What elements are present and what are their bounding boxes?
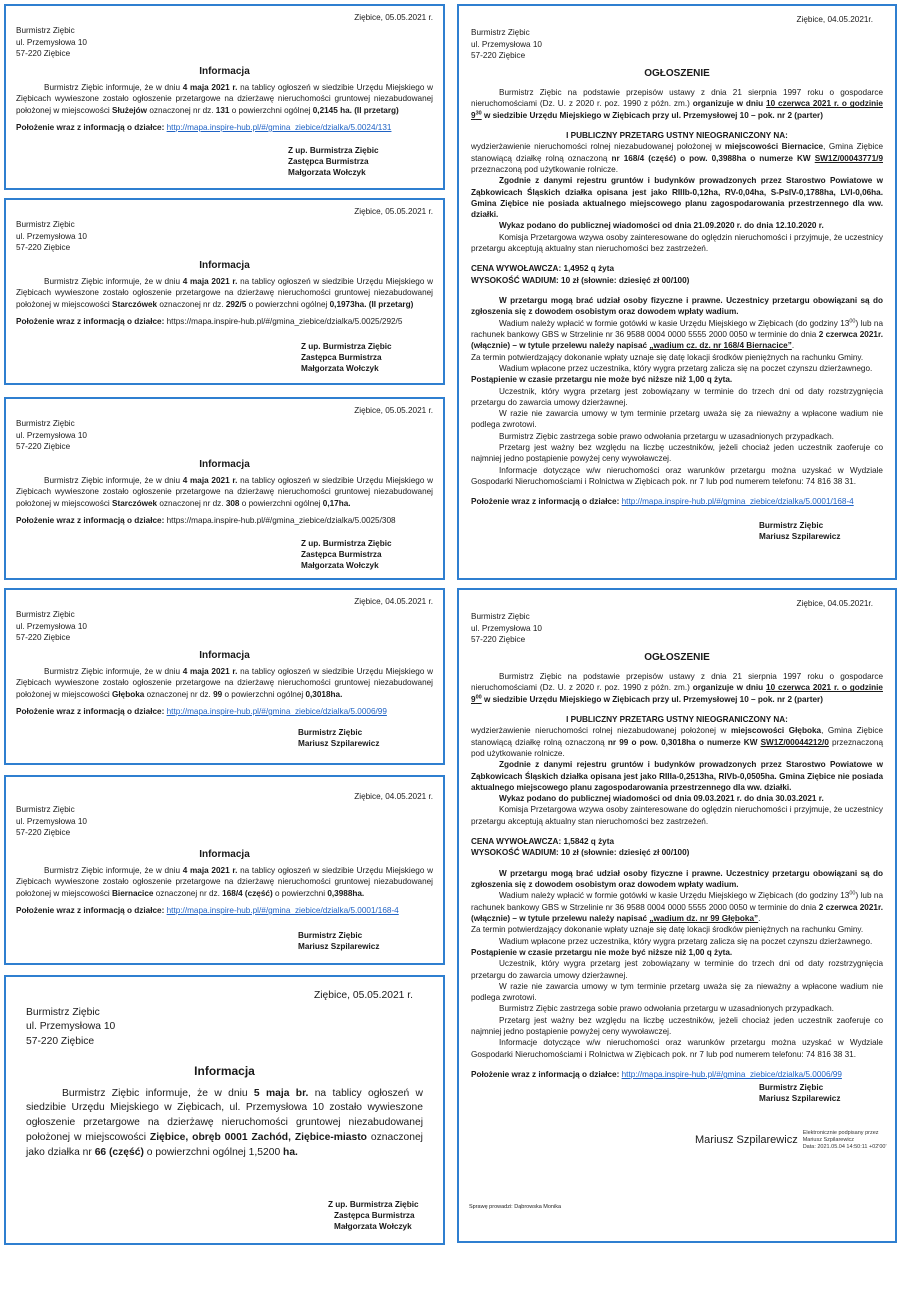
location-line: Położenie wraz z informacją o działce: http://mapa.inspire-hub.pl/#/gmina_ziebice/dzialka/5.0006/99 [471,1070,842,1080]
notice-body: Burmistrz Ziębic informuje, że w dniu 4 maja 2021 r. na tablicy ogłoszeń w siedzibie Urzędu Miejskiego w Ziębicach wywieszone zostało ogłoszenie przetargowe na dzierżawę nieruchomości gruntowej niezabudowanej położonej w miejscowości Biernacice oznaczonej nr dz. 168/4 (część) o powierzchni 0,3988ha. [16,866,434,898]
deposit-amount: WYSOKOŚĆ WADIUM: 10 zł (słownie: dziesięć zł 00/100) [471,275,690,285]
notice-date: Ziębice, 04.05.2021 r. [354,792,433,801]
payment-date-rule: Za termin potwierdzający dokonanie wpłaty uznaje się datę lokacji środków pieniężnych na rachunku Gminy. [471,925,864,935]
intro-paragraph: Burmistrz Ziębic na podstawie przepisów ustawy z dnia 21 sierpnia 1997 roku o gospodarce nieruchomościami (Dz. U. z 2020 r. poz. 1990 z późn. zm.) organizuje w dniu 10 czerwca 2021 r. o godzinie $9^{00}$ w siedzibie Urzędu Miejskiego w Ziębicach przy ul. Przemysłowej 10 – pok. nr 2 (parter) [471,672,883,704]
contact-info: Informacje dotyczące w/w nieruchomości oraz warunków przetargu można uzyskać w Wydziale Gospodarki Nieruchomościami i Rolnictwa w Ziębicach pok. nr 7 lub pod numerem telefonu: 74 816 38 31. [471,465,883,487]
deposit-payment: Wadium należy wpłacić w formie gotówki w kasie Urzędu Miejskiego w Ziębicach (do godziny $13^{00}$) lub na rachunek bankowy GBS w Strzelinie nr 36 9588 0004 0000 5555 2000 0050 w terminie do dnia 2 czerwca 2021r. (włącznie) – w tytule przelewu należy napisać „wadium dz. nr 99 Głęboka”. [471,890,884,923]
deposit-payment: Wadium należy wpłacić w formie gotówki w kasie Urzędu Miejskiego w Ziębicach (do godziny $13^{00}$) lub na rachunek bankowy GBS w Strzelinie nr 36 9588 0004 0000 5555 2000 0050 w terminie do dnia 2 czerwca 2021r. (włącznie) – w tytule przelewu należy napisać „wadium cz. dz. nr 168/4 Biernacice”. [471,317,884,351]
map-link[interactable]: http://mapa.inspire-hub.pl/#/gmina_ziebice/dzialka/5.0006/99 [166,706,387,716]
notice-date: Ziębice, 04.05.2021 r. [354,597,433,606]
tender-heading: I PUBLICZNY PRZETARG USTNY NIEOGRANICZONY NA: [566,130,788,140]
deposit-credit: Wadium wpłacone przez uczestnika, który wygra przetarg zalicza się na poczet czynszu dzierżawnego. [499,363,873,373]
notice-title: OGŁOSZENIE [644,652,710,664]
notice-date: Ziębice, 05.05.2021 r. [354,13,433,22]
location-line: Położenie wraz z informacją o działce: https://mapa.inspire-hub.pl/#/gmina_ziebice/dzialka/5.0025/308 [16,515,396,525]
validity-note: Przetarg jest ważny bez względu na liczbę uczestników, jeżeli chociaż jeden uczestnik zaoferuje co najmniej jedno postąpienie powyżej ceny wywoławczej. [471,1015,883,1037]
map-link[interactable]: http://mapa.inspire-hub.pl/#/gmina_ziebice/dzialka/5.0024/131 [166,122,392,132]
notice-body: Burmistrz Ziębic informuje, że w dniu 4 maja 2021 r. na tablicy ogłoszeń w siedzibie Urzędu Miejskiego w Ziębicach wywieszone zostało ogłoszenie przetargowe na dzierżawę nieruchomości gruntowej niezabudowanej położonej w miejscowości Służejów oznaczonej nr dz. 131 o powierzchni ogólnej 0,2145 ha. (II przetarg) [16,83,434,115]
register-data: Zgodnie z danymi rejestru gruntów i budynków prowadzonych przez Starostwo Powiatowe w Ząbkowicach Śląskich działka opisana jest jako RIIIa-0,2513ha, RIVb-0,0505ha. Gmina Ziębice nie posiada aktualnego miejscowego planu zagospodarowania przestrzennego dla ww. działki. [471,760,883,792]
contact-info: Informacje dotyczące w/w nieruchomości oraz warunków przetargu można uzyskać w Wydziale Gospodarki Nieruchomościami i Rolnictwa w Ziębicach pok. nr 7 lub pod numerem telefonu: 74 816 38 31. [471,1038,883,1059]
validity-note: Przetarg jest ważny bez względu na liczbę uczestników, jeżeli chociaż jeden uczestnik zaoferuje co najmniej jedno postąpienie powyżej ceny wywoławczej. [471,443,883,464]
esign-name: Mariusz Szpilarewicz [695,1133,798,1146]
notice-ziebice-miasto [4,975,445,1245]
notice-sluzejow [4,4,445,190]
notice-date: Ziębice, 05.05.2021 r. [313,990,413,1001]
sender-address: Burmistrz Ziębic ul. Przemysłowa 10 57-220 Ziębice [16,805,87,837]
location-line: Położenie wraz z informacją o działce: http://mapa.inspire-hub.pl/#/gmina_ziebice/dzialka/5.0001/168-4 [471,497,854,507]
sender-address: Burmistrz Ziębic ul. Przemysłowa 10 57-220 Ziębice [471,612,542,644]
starting-price: CENA WYWOŁAWCZA: 1,5842 q żyta [471,837,614,847]
location-line: Położenie wraz z informacją o działce: http://mapa.inspire-hub.pl/#/gmina_ziebice/dzialka/5.0006/99 [16,706,387,716]
notice-biernacice [4,775,445,965]
notice-title: Informacja [199,849,250,861]
cancellation-right: Burmistrz Ziębic zastrzega sobie prawo odwołania przetargu w uzasadnionych przypadkach. [499,431,834,441]
signature-block: Burmistrz Ziębic Mariusz Szpilarewicz [298,728,380,749]
signature-block: Z up. Burmistrza Ziębic Zastępca Burmistrza Małgorzata Wołczyk [328,1200,419,1232]
sender-address: Burmistrz Ziębic ul. Przemysłowa 10 57-220 Ziębice [16,220,87,252]
electronic-signature [695,1130,887,1151]
location-line: Położenie wraz z informacją o działce: http://mapa.inspire-hub.pl/#/gmina_ziebice/dzialka/5.0024/131 [16,122,392,132]
deposit-amount: WYSOKOŚĆ WADIUM: 10 zł (słownie: dziesięć zł 00/100) [471,848,690,858]
deposit-credit: Wadium wpłacone przez uczestnika, który wygra przetarg zalicza się na poczet czynszu dzierżawnego. [499,936,873,946]
publication-period: Wykaz podano do publicznej wiadomości od dnia 09.03.2021 r. do dnia 30.03.2021 r. [499,794,824,804]
notice-title: Informacja [199,650,250,662]
bid-increment: Postąpienie w czasie przetargu nie może być niższe niż 1,00 q żyta. [471,375,733,385]
sender-address: Burmistrz Ziębic ul. Przemysłowa 10 57-220 Ziębice [26,1006,116,1047]
signature-block: Burmistrz Ziębic Mariusz Szpilarewicz [298,931,380,952]
notice-date: Ziębice, 04.05.2021r. [796,15,873,24]
notice-title: Informacja [199,459,250,471]
sender-address: Burmistrz Ziębic ul. Przemysłowa 10 57-220 Ziębice [16,419,87,451]
map-link[interactable]: http://mapa.inspire-hub.pl/#/gmina_ziebice/dzialka/5.0001/168-4 [621,497,854,507]
publication-period: Wykaz podano do publicznej wiadomości od dnia 21.09.2020 r. do dnia 12.10.2020 r. [499,221,824,231]
tender-notice-gleboka [457,588,897,1243]
property-description: wydzierżawienie nieruchomości rolnej niezabudowanej położonej w miejscowości Biernacice, Gmina Ziębice stanowiącą działkę rolną oznaczoną nr 168/4 (część) o pow. 0,3988ha o numerze KW SW1Z/00043771/9 przeznaczoną pod użytkowanie rolnicze. [471,142,883,174]
winner-obligation: Uczestnik, który wygra przetarg jest zobowiązany w terminie do trzech dni od daty rozstrzygnięcia przetargu do zawarcia umowy dzierżawnej. [471,386,883,407]
tender-heading: I PUBLICZNY PRZETARG USTNY NIEOGRANICZONY NA: [566,714,788,724]
sender-address: Burmistrz Ziębic ul. Przemysłowa 10 57-220 Ziębice [16,610,87,642]
property-description: wydzierżawienie nieruchomości rolnej niezabudowanej położonej w miejscowości Głęboka, Gmina Ziębice stanowiącą działkę rolną oznaczoną nr 99 o pow. 0,3018ha o numerze KW SW1Z/00044212/0 przeznaczoną pod użytkowanie rolnicze. [471,726,884,758]
notice-starczowek-308 [4,397,445,580]
winner-obligation: Uczestnik, który wygra przetarg jest zobowiązany w terminie do trzech dni od daty rozstrzygnięcia przetargu do zawarcia umowy dzierżawnej. [471,959,883,980]
intro-paragraph: Burmistrz Ziębic na podstawie przepisów ustawy z dnia 21 sierpnia 1997 roku o gospodarce nieruchomościami (Dz. U. z 2020 r. poz. 1990 z późn. zm.) organizuje w dniu 10 czerwca 2021 r. o godzinie $9^{30}$ w siedzibie Urzędu Miejskiego w Ziębicach przy ul. Przemysłowej 10 – pok. nr 2 (parter) [471,88,883,120]
notice-title: Informacja [199,66,250,78]
map-link[interactable]: http://mapa.inspire-hub.pl/#/gmina_ziebice/dzialka/5.0006/99 [621,1070,842,1080]
signature-block: Burmistrz Ziębic Mariusz Szpilarewicz [759,520,841,541]
case-handler-note: Sprawę prowadzi: Dąbrowska Monika [469,1204,562,1210]
signature-block: Z up. Burmistrza Ziębic Zastępca Burmistrza Małgorzata Wołczyk [301,342,392,374]
notice-date: Ziębice, 05.05.2021 r. [354,207,433,216]
participation-rules: W przetargu mogą brać udział osoby fizyczne i prawne. Uczestnicy przetargu obowiązani są do zgłoszenia się z dowodem osobistym oraz dowodem wpłaty wadium. [471,296,883,317]
signature-block: Z up. Burmistrza Ziębic Zastępca Burmistrza Małgorzata Wołczyk [288,146,379,178]
notice-body: Burmistrz Ziębic informuje, że w dniu 4 maja 2021 r. na tablicy ogłoszeń w siedzibie Urzędu Miejskiego w Ziębicach wywieszone zostało ogłoszenie przetargowe na dzierżawę nieruchomości gruntowej niezabudowanej położonej w miejscowości Głęboka oznaczonej nr dz. 99 o powierzchni ogólnej 0,3018ha. [16,667,434,699]
starting-price: CENA WYWOŁAWCZA: 1,4952 q żyta [471,264,614,274]
signature-block: Burmistrz Ziębic Mariusz Szpilarewicz [759,1083,841,1104]
contract-failure: W razie nie zawarcia umowy w tym terminie przetarg uważa się za nieważny a wpłacone wadium nie podlega zwrotowi. [471,409,883,430]
notice-body: Burmistrz Ziębic informuje, że w dniu 4 maja 2021 r. na tablicy ogłoszeń w siedzibie Urzędu Miejskiego w Ziębicach wywieszone zostało ogłoszenie przetargowe na dzierżawę nieruchomości gruntowej niezabudowanej położonej w miejscowości Starczówek oznaczonej nr dz. 292/5 o powierzchni ogólnej 0,1973ha. (II przetarg) [16,277,434,309]
contract-failure: W razie nie zawarcia umowy w tym terminie przetarg uważa się za nieważny a wpłacone wadium nie podlega zwrotowi. [471,981,883,1003]
payment-date-rule: Za termin potwierdzający dokonanie wpłaty uznaje się datę lokacji środków pieniężnych na rachunku Gminy. [471,352,864,362]
notice-date: Ziębice, 04.05.2021r. [796,599,873,608]
bid-increment: Postąpienie w czasie przetargu nie może być niższe niż 1,00 q żyta. [471,947,733,957]
notice-date: Ziębice, 05.05.2021 r. [354,406,433,415]
commission-note: Komisja Przetargowa wzywa osoby zainteresowane do oględzin nieruchomości i przyjmuje, że uczestnicy przetargu akceptują aktualny stan nieruchomości bez zastrzeżeń. [471,805,883,826]
notice-gleboka [4,588,445,765]
participation-rules: W przetargu mogą brać udział osoby fizyczne i prawne. Uczestnicy przetargu obowiązani są do zgłoszenia się z dowodem osobistym oraz dowodem wpłaty wadium. [471,868,883,890]
map-link[interactable]: https://mapa.inspire-hub.pl/#/gmina_ziebice/dzialka/5.0025/292/5 [166,316,403,326]
esign-details: Elektronicznie podpisany przez Mariusz Szpilarewicz Data: 2021.05.04 14:50:11 +02'00' [802,1130,887,1150]
notice-body: Burmistrz Ziębic informuje, że w dniu 4 maja 2021 r. na tablicy ogłoszeń w siedzibie Urzędu Miejskiego w Ziębicach wywieszone zostało ogłoszenie przetargowe na dzierżawę nieruchomości gruntowej niezabudowanej położonej w miejscowości Starczówek oznaczonej nr dz. 308 o powierzchni ogólnej 0,17ha. [16,476,434,508]
sender-address: Burmistrz Ziębic ul. Przemysłowa 10 57-220 Ziębice [471,28,542,60]
tender-notice-biernacice [457,4,897,580]
cancellation-right: Burmistrz Ziębic zastrzega sobie prawo odwołania przetargu w uzasadnionych przypadkach. [499,1004,834,1014]
map-link[interactable]: http://mapa.inspire-hub.pl/#/gmina_ziebice/dzialka/5.0001/168-4 [166,905,399,915]
notice-body: Burmistrz Ziębic informuje, że w dniu 5 maja br. na tablicy ogłoszeń w siedzibie Urzędu Miejskiego w Ziębicach, ul. Przemysłowa 10 zostało wywieszone ogłoszenie przetargowe na dzierżawę nieruchomości gruntowej niezabudowanej położonej w miejscowości Ziębice, obręb 0001 Zachód, Ziębice-miasto oznaczonej jako działka nr 66 (część) o powierzchni ogólnej 1,5200 ha. [26,1087,423,1159]
commission-note: Komisja Przetargowa wzywa osoby zainteresowane do oględzin nieruchomości i przyjmuje, że uczestnicy przetargu akceptują aktualny stan nieruchomości bez zastrzeżeń. [471,232,883,254]
location-line: Położenie wraz z informacją o działce: http://mapa.inspire-hub.pl/#/gmina_ziebice/dzialka/5.0001/168-4 [16,905,399,915]
notice-title: Informacja [199,260,250,272]
notice-title: Informacja [194,1064,255,1079]
location-line: Położenie wraz z informacją o działce: https://mapa.inspire-hub.pl/#/gmina_ziebice/dzialka/5.0025/292/5 [16,316,403,326]
notice-title: OGŁOSZENIE [644,68,710,80]
notice-starczowek-292 [4,198,445,385]
map-link[interactable]: https://mapa.inspire-hub.pl/#/gmina_ziebice/dzialka/5.0025/308 [166,515,396,525]
sender-address: Burmistrz Ziębic ul. Przemysłowa 10 57-220 Ziębice [16,26,87,58]
register-data: Zgodnie z danymi rejestru gruntów i budynków prowadzonych przez Starostwo Powiatowe w Ząbkowicach Śląskich działka opisana jest jako RIIIb-0,12ha, RV-0,04ha, S-PsIV-0,1788ha, LVI-0,06ha. Gmina Ziębice nie posiada aktualnego miejscowego planu zagospodarowania przestrzennego dla ww. działki. [471,176,883,220]
signature-block: Z up. Burmistrza Ziębic Zastępca Burmistrza Małgorzata Wołczyk [301,539,392,571]
